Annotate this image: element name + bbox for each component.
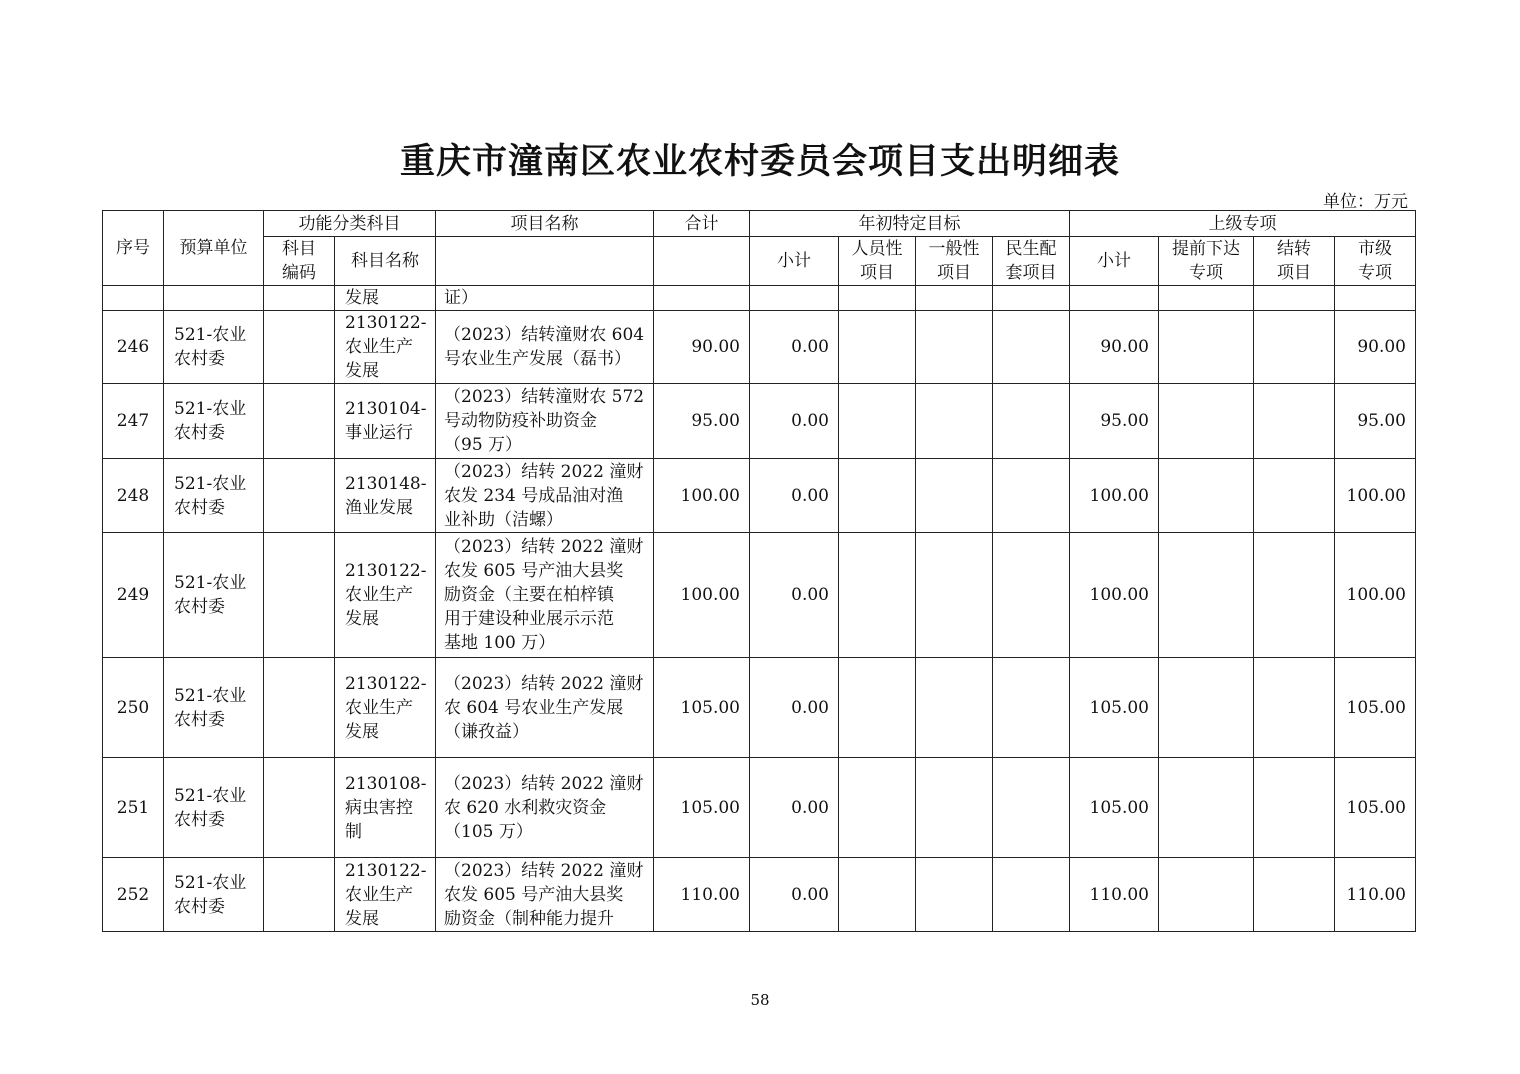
cell-total: 100.00 [654,459,750,533]
header-func-group: 功能分类科目 [264,211,436,237]
cell-total: 100.00 [654,533,750,658]
cell-budget-unit: 521-农业 农村委 [164,858,264,932]
table-cell [750,286,839,311]
page-number: 58 [750,991,770,1009]
table-cell [993,286,1070,311]
cell-subject-code [264,459,335,533]
cell-annual-subtotal: 0.00 [750,459,839,533]
cell-project-name: （2023）结转 2022 潼财 农发 234 号成品油对渔 业补助（洁螺） [436,459,654,533]
cell-project-name: （2023）结转 2022 潼财 农发 605 号产油大县奖 励资金（制种能力提升 [436,858,654,932]
cell-advance [1159,758,1254,858]
cell-upper-subtotal: 105.00 [1070,758,1159,858]
cell-advance [1159,459,1254,533]
cell-personnel [839,858,916,932]
cell-advance [1159,858,1254,932]
header-seq: 序号 [103,211,164,286]
header-row-2 [103,237,1416,286]
cell-city: 95.00 [1335,384,1416,459]
cell-subject-name: 2130122- 农业生产 发展 [335,311,436,384]
cell-project-name: （2023）结转潼财农 604 号农业生产发展（磊书） [436,311,654,384]
header-row-1 [103,211,1416,237]
cell-subject-name: 2130148- 渔业发展 [335,459,436,533]
cell-seq: 250 [103,658,164,758]
header-carryover: 结转 项目 [1254,237,1335,286]
page-title: 重庆市潼南区农业农村委员会项目支出明细表 [399,141,1120,182]
cell-subject-name: 2130104- 事业运行 [335,384,436,459]
cell-budget-unit: 521-农业 农村委 [164,533,264,658]
cell-livelihood [993,658,1070,758]
cell-annual-subtotal: 0.00 [750,658,839,758]
header-annual-group: 年初特定目标 [750,211,1070,237]
cell-city: 105.00 [1335,758,1416,858]
cell-total: 90.00 [654,311,750,384]
header-upper-group: 上级专项 [1070,211,1416,237]
header-upper-subtotal: 小计 [1070,237,1159,286]
cell-upper-subtotal: 90.00 [1070,311,1159,384]
header-empty-cell [436,237,654,286]
header-project-name: 项目名称 [436,211,654,237]
cell-personnel [839,758,916,858]
table-row [103,858,1416,932]
cell-personnel [839,533,916,658]
cell-carryover [1254,533,1335,658]
table-row [103,384,1416,459]
budget-table [102,210,1416,932]
cell-livelihood [993,311,1070,384]
cell-livelihood [993,758,1070,858]
cell-budget-unit: 521-农业 农村委 [164,758,264,858]
cell-carryover [1254,459,1335,533]
cell-subject-code [264,384,335,459]
table-cell [103,286,164,311]
cell-advance [1159,658,1254,758]
cell-subject-name: 2130122- 农业生产 发展 [335,658,436,758]
cell-budget-unit: 521-农业 农村委 [164,459,264,533]
table-cell [916,286,993,311]
cell-livelihood [993,384,1070,459]
cell-city: 100.00 [1335,533,1416,658]
header-annual-subtotal: 小计 [750,237,839,286]
cell-seq: 246 [103,311,164,384]
table-cell [1159,286,1254,311]
header-city: 市级 专项 [1335,237,1416,286]
cell-livelihood [993,459,1070,533]
continuation-project-name: 证） [436,286,654,311]
cell-annual-subtotal: 0.00 [750,758,839,858]
cell-general [916,858,993,932]
table-cell [1335,286,1416,311]
cell-annual-subtotal: 0.00 [750,384,839,459]
cell-general [916,459,993,533]
cell-subject-code [264,311,335,384]
table-cell [264,286,335,311]
cell-carryover [1254,858,1335,932]
cell-project-name: （2023）结转 2022 潼财 农 604 号农业生产发展 （谦孜益） [436,658,654,758]
table-cell [839,286,916,311]
cell-total: 105.00 [654,758,750,858]
cell-project-name: （2023）结转潼财农 572 号动物防疫补助资金 （95 万） [436,384,654,459]
cell-upper-subtotal: 110.00 [1070,858,1159,932]
cell-subject-code [264,533,335,658]
cell-livelihood [993,533,1070,658]
header-budget-unit: 预算单位 [164,211,264,286]
cell-city: 90.00 [1335,311,1416,384]
cell-annual-subtotal: 0.00 [750,311,839,384]
cell-budget-unit: 521-农业 农村委 [164,384,264,459]
table-row [103,311,1416,384]
cell-upper-subtotal: 95.00 [1070,384,1159,459]
header-personnel: 人员性 项目 [839,237,916,286]
table-cell [1254,286,1335,311]
cell-total: 105.00 [654,658,750,758]
cell-total: 110.00 [654,858,750,932]
table-cell [654,286,750,311]
cell-subject-name: 2130108- 病虫害控 制 [335,758,436,858]
cell-carryover [1254,658,1335,758]
cell-seq: 252 [103,858,164,932]
cell-general [916,311,993,384]
continuation-subject-name: 发展 [335,286,436,311]
cell-carryover [1254,384,1335,459]
continuation-row [103,286,1416,311]
cell-seq: 248 [103,459,164,533]
cell-upper-subtotal: 105.00 [1070,658,1159,758]
table-row [103,533,1416,658]
cell-seq: 251 [103,758,164,858]
cell-personnel [839,658,916,758]
cell-total: 95.00 [654,384,750,459]
cell-general [916,384,993,459]
table-row [103,658,1416,758]
header-subject-code: 科目 编码 [264,237,335,286]
cell-city: 100.00 [1335,459,1416,533]
cell-seq: 247 [103,384,164,459]
header-empty-cell [654,237,750,286]
cell-general [916,758,993,858]
table-cell [164,286,264,311]
cell-subject-name: 2130122- 农业生产 发展 [335,858,436,932]
table-cell [1070,286,1159,311]
cell-subject-code [264,658,335,758]
cell-annual-subtotal: 0.00 [750,533,839,658]
cell-advance [1159,311,1254,384]
cell-livelihood [993,858,1070,932]
cell-subject-code [264,758,335,858]
header-livelihood: 民生配 套项目 [993,237,1070,286]
cell-subject-name: 2130122- 农业生产 发展 [335,533,436,658]
table-row [103,459,1416,533]
cell-upper-subtotal: 100.00 [1070,459,1159,533]
cell-personnel [839,384,916,459]
cell-project-name: （2023）结转 2022 潼财 农发 605 号产油大县奖 励资金（主要在柏梓镇 用于建设种业展示示范 基地 100 万） [436,533,654,658]
cell-carryover [1254,758,1335,858]
cell-carryover [1254,311,1335,384]
cell-subject-code [264,858,335,932]
cell-annual-subtotal: 0.00 [750,858,839,932]
cell-personnel [839,459,916,533]
cell-project-name: （2023）结转 2022 潼财 农 620 水利救灾资金 （105 万） [436,758,654,858]
cell-advance [1159,384,1254,459]
cell-seq: 249 [103,533,164,658]
cell-advance [1159,533,1254,658]
cell-budget-unit: 521-农业 农村委 [164,311,264,384]
cell-city: 105.00 [1335,658,1416,758]
table-row [103,758,1416,858]
cell-general [916,533,993,658]
cell-upper-subtotal: 100.00 [1070,533,1159,658]
header-general: 一般性 项目 [916,237,993,286]
header-subject-name: 科目名称 [335,237,436,286]
header-advance: 提前下达 专项 [1159,237,1254,286]
cell-general [916,658,993,758]
cell-personnel [839,311,916,384]
unit-label: 单位：万元 [1323,192,1408,212]
header-total: 合计 [654,211,750,237]
cell-city: 110.00 [1335,858,1416,932]
cell-budget-unit: 521-农业 农村委 [164,658,264,758]
